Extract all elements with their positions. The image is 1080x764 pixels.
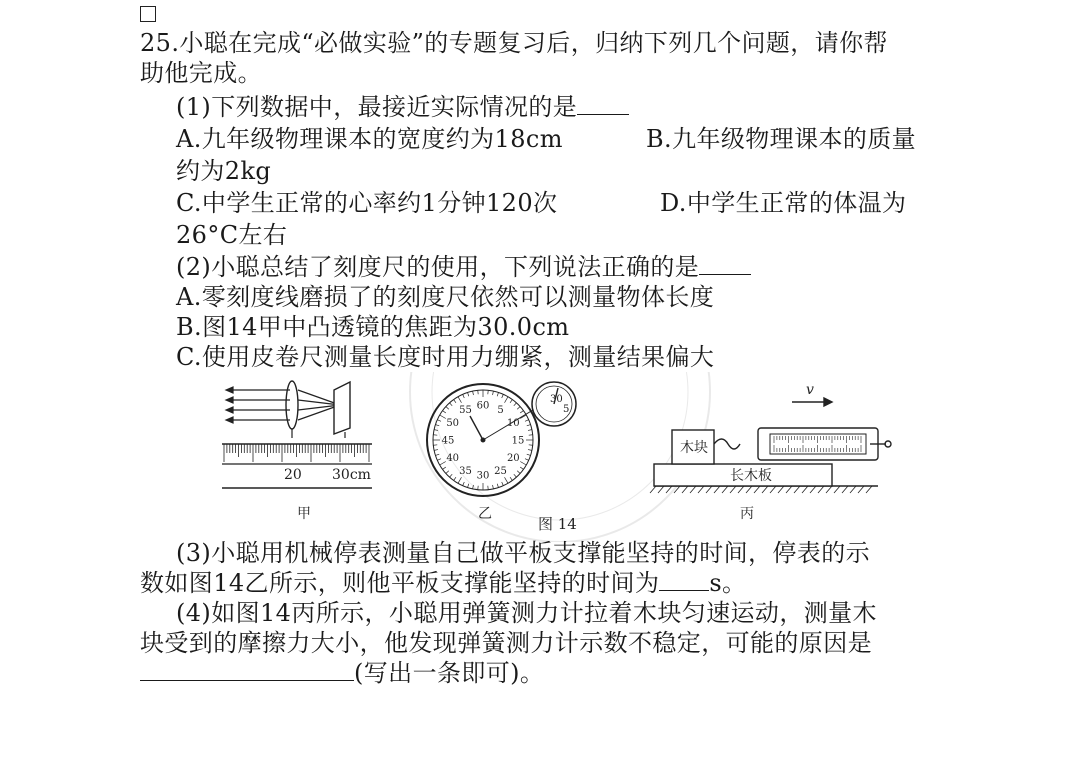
figure-14 xyxy=(0,372,1080,542)
stopwatch-number: 60 xyxy=(476,400,490,412)
sub-dial-30: 30 xyxy=(550,394,563,405)
figure-caption: 图 14 xyxy=(538,515,577,533)
question-line-2: 助他完成。 xyxy=(140,59,262,87)
part3-line-2 xyxy=(140,568,746,598)
stopwatch-number: 30 xyxy=(476,470,490,482)
part4-line-1: (4)如图14丙所示，小聪用弹簧测力计拉着木块匀速运动，测量木 xyxy=(176,599,877,627)
stopwatch-number: 20 xyxy=(506,453,520,464)
part2-option-b: B.图14甲中凸透镜的焦距为30.0cm xyxy=(176,313,570,341)
part1-option-b-cont: 约为2kg xyxy=(176,157,272,185)
part1-option-c: C.中学生正常的心率约1分钟120次 xyxy=(176,189,558,217)
figure-label-yi: 乙 xyxy=(478,506,492,522)
part2-option-a: A.零刻度线磨损了的刻度尺依然可以测量物体长度 xyxy=(176,283,715,311)
checkbox[interactable] xyxy=(140,6,156,22)
stopwatch-number: 5 xyxy=(497,405,504,417)
ruler-ticks xyxy=(224,444,369,462)
answer-blank-2[interactable] xyxy=(699,252,751,275)
part4-line-3 xyxy=(140,658,544,688)
figure-label-bing: 丙 xyxy=(740,506,754,522)
board-label: 长木板 xyxy=(730,468,772,484)
part3-unit: s。 xyxy=(709,569,747,597)
part1-option-d-cont: 26°C左右 xyxy=(176,221,288,249)
figure-label-jia: 甲 xyxy=(297,506,311,522)
stopwatch-number: 10 xyxy=(506,418,520,429)
part2-prompt xyxy=(176,252,751,282)
answer-blank-3[interactable] xyxy=(659,568,709,591)
sub-dial-5: 5 xyxy=(563,404,570,415)
part1-option-a: A.九年级物理课本的宽度约为18cm xyxy=(176,125,563,153)
stopwatch-number: 35 xyxy=(459,465,472,477)
part1-prompt xyxy=(176,92,629,122)
part4-line-2: 块受到的摩擦力大小，他发现弹簧测力计示数不稳定，可能的原因是 xyxy=(140,629,872,657)
velocity-label: v xyxy=(806,382,814,398)
part2-prompt-text: (2)小聪总结了刻度尺的使用，下列说法正确的是 xyxy=(176,253,700,281)
answer-blank-4[interactable] xyxy=(140,658,354,681)
answer-blank-1[interactable] xyxy=(577,92,629,115)
part2-option-c: C.使用皮卷尺测量长度时用力绷紧，测量结果偏大 xyxy=(176,343,715,371)
question-line-1: 25.小聪在完成“必做实验”的专题复习后，归纳下列几个问题，请你帮 xyxy=(140,29,888,57)
stopwatch-number: 50 xyxy=(446,418,460,429)
block-label: 木块 xyxy=(680,440,708,456)
stopwatch-number: 40 xyxy=(446,453,460,464)
stopwatch-number: 55 xyxy=(459,405,472,417)
ruler-label-30: 30cm xyxy=(332,467,371,483)
part3-line-1: (3)小聪用机械停表测量自己做平板支撑能坚持的时间，停表的示 xyxy=(176,539,870,567)
stopwatch-number: 15 xyxy=(511,435,525,447)
part1-prompt-text: (1)下列数据中，最接近实际情况的是 xyxy=(176,93,578,121)
stopwatch-number: 25 xyxy=(494,465,507,477)
part4-line-3-text: (写出一条即可)。 xyxy=(354,659,545,687)
stopwatch-number: 45 xyxy=(441,435,455,447)
part1-option-b: B.九年级物理课本的质量 xyxy=(646,125,917,153)
part3-line-2-text: 数如图14乙所示，则他平板支撑能坚持的时间为 xyxy=(140,569,660,597)
part1-option-d: D.中学生正常的体温为 xyxy=(660,189,907,217)
ruler-label-20: 20 xyxy=(284,467,302,483)
